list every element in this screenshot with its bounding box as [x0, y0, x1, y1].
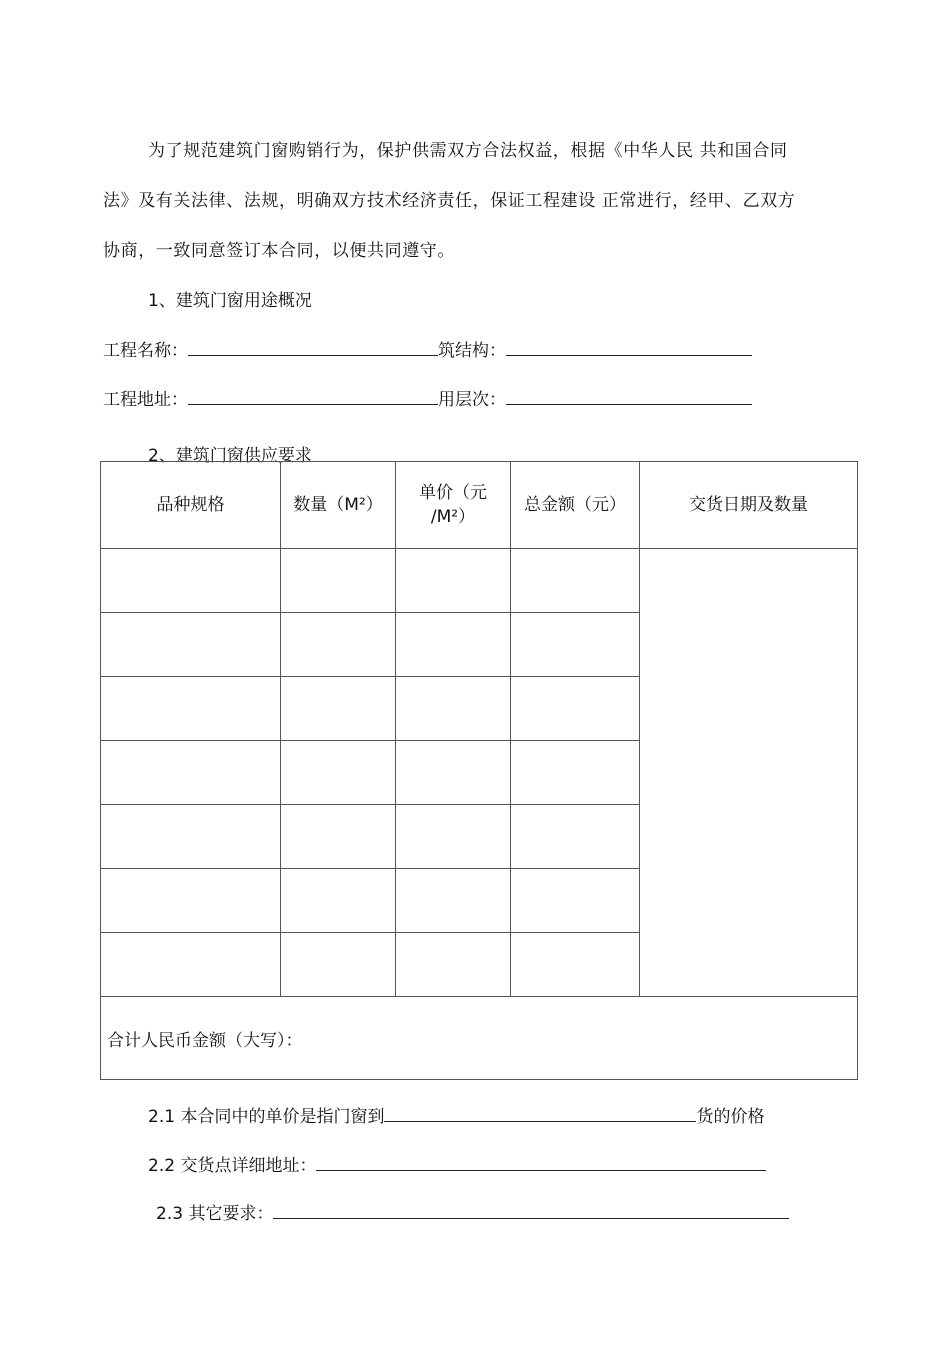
cell-unit-price[interactable] [396, 805, 511, 869]
cell-total-amount[interactable] [511, 613, 640, 677]
supply-table [100, 461, 858, 1080]
structure-label: 筑结构： [438, 341, 506, 361]
total-amount-words[interactable]: 合计人民币金额（大写）： [101, 997, 858, 1080]
cell-total-amount[interactable] [511, 677, 640, 741]
project-name-label: 工程名称： [103, 341, 188, 361]
section-1-heading: 1、建筑门窗用途概况 [148, 291, 312, 311]
cell-delivery[interactable] [640, 549, 858, 997]
table-total-row [101, 997, 858, 1080]
cell-spec[interactable] [101, 677, 281, 741]
project-address-field[interactable] [188, 390, 438, 405]
cell-quantity[interactable] [281, 549, 396, 613]
item-2-3-label: 2.3 其它要求： [156, 1204, 274, 1224]
cell-spec[interactable] [101, 549, 281, 613]
header-unit-price-line2: /M²） [430, 507, 476, 527]
item-2-1-field[interactable] [384, 1107, 696, 1122]
cell-total-amount[interactable] [511, 933, 640, 997]
cell-spec[interactable] [101, 805, 281, 869]
cell-quantity[interactable] [281, 613, 396, 677]
cell-total-amount[interactable] [511, 805, 640, 869]
intro-line-1: 为了规范建筑门窗购销行为，保护供需双方合法权益，根据《中华人民 共和国合同 [148, 141, 788, 161]
cell-total-amount[interactable] [511, 869, 640, 933]
cell-quantity[interactable] [281, 805, 396, 869]
cell-quantity[interactable] [281, 869, 396, 933]
cell-unit-price[interactable] [396, 613, 511, 677]
table-row [101, 549, 858, 613]
item-2-2 [148, 1151, 766, 1176]
cell-unit-price[interactable] [396, 933, 511, 997]
header-spec: 品种规格 [101, 462, 281, 549]
cell-spec[interactable] [101, 869, 281, 933]
cell-total-amount[interactable] [511, 741, 640, 805]
project-address-row [103, 385, 752, 410]
floors-label: 用层次： [438, 390, 506, 410]
header-unit-price [396, 462, 511, 549]
project-address-label: 工程地址： [103, 390, 188, 410]
cell-quantity[interactable] [281, 677, 396, 741]
item-2-1-prefix: 2.1 本合同中的单价是指门窗到 [148, 1107, 385, 1127]
floors-field[interactable] [506, 390, 752, 405]
cell-quantity[interactable] [281, 741, 396, 805]
cell-unit-price[interactable] [396, 677, 511, 741]
cell-unit-price[interactable] [396, 549, 511, 613]
cell-spec[interactable] [101, 741, 281, 805]
cell-unit-price[interactable] [396, 741, 511, 805]
item-2-1-suffix: 货的价格 [696, 1107, 765, 1127]
item-2-2-field[interactable] [316, 1156, 766, 1171]
header-quantity: 数量（M²） [281, 462, 396, 549]
cell-spec[interactable] [101, 933, 281, 997]
item-2-2-label: 2.2 交货点详细地址： [148, 1156, 317, 1176]
cell-unit-price[interactable] [396, 869, 511, 933]
intro-line-2: 法》及有关法律、法规，明确双方技术经济责任，保证工程建设 正常进行，经甲、乙双方 [103, 191, 796, 211]
structure-field[interactable] [506, 341, 752, 356]
cell-total-amount[interactable] [511, 549, 640, 613]
table-header-row [101, 462, 858, 549]
intro-line-3: 协商，一致同意签订本合同，以便共同遵守。 [103, 241, 455, 261]
item-2-3-field[interactable] [273, 1204, 789, 1219]
header-unit-price-line1: 单价（元 [419, 483, 487, 503]
cell-quantity[interactable] [281, 933, 396, 997]
item-2-3 [156, 1199, 789, 1224]
project-name-field[interactable] [188, 341, 438, 356]
header-delivery: 交货日期及数量 [640, 462, 858, 549]
project-name-row [103, 336, 752, 361]
header-total-amount: 总金额（元） [511, 462, 640, 549]
cell-spec[interactable] [101, 613, 281, 677]
item-2-1 [148, 1102, 764, 1127]
section-2-heading: 2、建筑门窗供应要求 [148, 446, 312, 466]
